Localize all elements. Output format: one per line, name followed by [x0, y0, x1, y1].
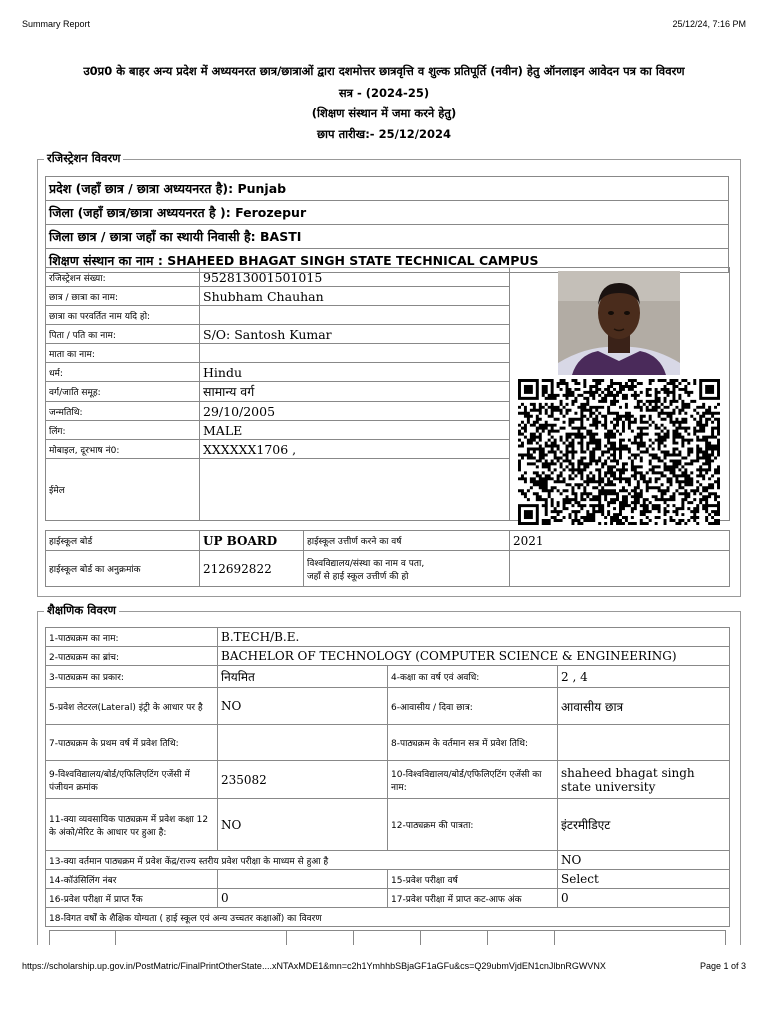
- current-admission-value: [558, 725, 730, 761]
- print-date: छाप तारीख:- 25/12/2024: [317, 127, 451, 141]
- counselling-value: [218, 870, 388, 889]
- reg-label-4: माता का नाम:: [46, 344, 200, 363]
- print-footer-page: Page 1 of 3: [699, 961, 746, 971]
- reg-label-7: जन्मतिथि:: [46, 402, 200, 421]
- reg-value-0: 952813001501015: [200, 268, 510, 287]
- course-name-label: 1-पाठ्यक्रम का नाम:: [46, 628, 218, 647]
- agency-label: 10-विश्वविद्यालय/बोर्ड/एफिलिएटिंग एजेंसी का नाम:: [388, 761, 558, 799]
- qr-code-image: [518, 379, 720, 525]
- reg-value-8: MALE: [200, 421, 510, 440]
- qr-code: [518, 379, 720, 525]
- student-photo-image: [558, 271, 680, 375]
- registration-legend: रजिस्ट्रेशन विवरण: [44, 151, 123, 166]
- institute-name: शिक्षण संस्थान का नाम : SHAHEED BHAGAT SINGH STATE TECHNICAL CAMPUS: [46, 249, 729, 273]
- agency-value: shaheed bhagat singh state university: [558, 761, 730, 799]
- year-value: 2 , 4: [558, 666, 730, 688]
- academic-table: [45, 627, 730, 927]
- reg-value-6: सामान्य वर्ग: [200, 382, 510, 402]
- hs-univ-label-line2: जहाँ से हाई स्कूल उत्तीर्ण की हो: [307, 571, 409, 582]
- rank-label: 16-प्रवेश परीक्षा में प्राप्त रैंक: [46, 889, 218, 908]
- reg-value-9: XXXXXX1706 ,: [200, 440, 510, 459]
- reg-label-2: छात्रा का परवर्तित नाम यदि हो:: [46, 306, 200, 325]
- eligibility-label: 12-पाठ्यक्रम की पात्रता:: [388, 799, 558, 851]
- hs-board-value: UP BOARD: [200, 531, 304, 551]
- entrance-label: 13-क्या वर्तमान पाठ्यक्रम में प्रवेश केंद्र/राज्य स्तरीय प्रवेश परीक्षा के माध्यम से हुआ है: [46, 851, 558, 870]
- first-admission-label: 7-पाठ्यक्रम के प्रथम वर्ष में प्रवेश तिथि:: [46, 725, 218, 761]
- hs-univ-label: [304, 551, 510, 587]
- form-title: उ0प्र0 के बाहर अन्य प्रदेश में अध्ययनरत छात्र/छात्राओं द्वारा दशमोत्तर छात्रवृत्ति व शुल्क प्रतिपूर्ति (नवीन) हेतु ऑनलाइन आवेदन पत्र का विवरण: [83, 64, 685, 78]
- page-break-cover: [0, 945, 768, 1024]
- reg-label-10: ईमेल: [46, 459, 200, 521]
- counselling-label: 14-कॉउंसिलिंग नंबर: [46, 870, 218, 889]
- cutoff-label: 17-प्रवेश परीक्षा में प्राप्त कट-आफ अंक: [388, 889, 558, 908]
- current-admission-label: 8-पाठ्यक्रम के वर्तमान सत्र में प्रवेश तिथि:: [388, 725, 558, 761]
- print-header-datetime: 25/12/24, 7:16 PM: [672, 19, 746, 29]
- hostel-value: आवासीय छात्र: [558, 688, 730, 725]
- course-name-value: B.TECH/B.E.: [218, 628, 730, 647]
- lateral-value: NO: [218, 688, 388, 725]
- hostel-label: 6-आवासीय / दिवा छात्र:: [388, 688, 558, 725]
- reg-label-1: छात्र / छात्रा का नाम:: [46, 287, 200, 306]
- eligibility-value: इंटरमीडिएट: [558, 799, 730, 851]
- entrance-value: NO: [558, 851, 730, 870]
- lateral-label: 5-प्रवेश लेटरल(Lateral) इंट्री के आधार पर है: [46, 688, 218, 725]
- reg-label-0: रजिस्ट्रेशन संख्या:: [46, 268, 200, 287]
- study-district: जिला (जहाँ छात्र/छात्रा अध्ययनरत है ): Ferozepur: [46, 201, 729, 225]
- univ-reg-label: 9-विश्वविद्यालय/बोर्ड/एफिलिएटिंग एजेंसी में पंजीयन क्रमांक: [46, 761, 218, 799]
- reg-value-7: 29/10/2005: [200, 402, 510, 421]
- study-state: प्रदेश (जहाँ छात्र / छात्रा अध्ययनरत है): Punjab: [46, 177, 729, 201]
- branch-label: 2-पाठ्यक्रम का ब्रांच:: [46, 647, 218, 666]
- reg-label-5: धर्म:: [46, 363, 200, 382]
- year-label: 4-कक्षा का वर्ष एवं अवधि:: [388, 666, 558, 688]
- print-footer-url: https://scholarship.up.gov.in/PostMatric/FinalPrintOtherState....xNTAxMDE1&mn=c2h1YmhhbSBjaGF1aGFu&cs=Q29ubmVjdEN1cnJlbnRGWVNX: [22, 961, 606, 971]
- hs-year-label: हाईस्कूल उत्तीर्ण करने का वर्ष: [304, 531, 510, 551]
- reg-label-8: लिंग:: [46, 421, 200, 440]
- first-admission-value: [218, 725, 388, 761]
- branch-value: BACHELOR OF TECHNOLOGY (COMPUTER SCIENCE & ENGINEERING): [218, 647, 730, 666]
- exam-year-label: 15-प्रवेश परीक्षा वर्ष: [388, 870, 558, 889]
- hs-board-label: हाईस्कूल बोर्ड: [46, 531, 200, 551]
- hs-year-value: 2021: [510, 531, 730, 551]
- student-photo: [558, 271, 680, 375]
- hs-roll-value: 212692822: [200, 551, 304, 587]
- exam-year-value: Select: [558, 870, 730, 889]
- merit-label: 11-क्या व्यवसायिक पाठ्यक्रम में प्रवेश कक्षा 12 के अंको/मेरिट के आधार पर हुआ है:: [46, 799, 218, 851]
- reg-label-6: वर्ग/जाति समूह:: [46, 382, 200, 402]
- reg-value-10: [200, 459, 510, 521]
- reg-value-4: [200, 344, 510, 363]
- merit-value: NO: [218, 799, 388, 851]
- academic-legend: शैक्षणिक विवरण: [44, 603, 119, 618]
- home-district: जिला छात्र / छात्रा जहाँ का स्थायी निवासी है: BASTI: [46, 225, 729, 249]
- univ-reg-value: 235082: [218, 761, 388, 799]
- reg-value-1: Shubham Chauhan: [200, 287, 510, 306]
- cutoff-value: 0: [558, 889, 730, 908]
- highschool-table: [45, 530, 730, 587]
- hs-roll-label: हाईस्कूल बोर्ड का अनुक्रमांक: [46, 551, 200, 587]
- print-header-title: Summary Report: [22, 19, 91, 29]
- course-type-value: नियमित: [218, 666, 388, 688]
- hs-univ-label-line1: विश्वविद्यालय/संस्था का नाम व पता,: [307, 558, 425, 569]
- reg-label-3: पिता / पति का नाम:: [46, 325, 200, 344]
- previous-education-label: 18-विगत वर्षों के शैक्षिक योग्यता ( हाई स्कूल एवं अन्य उच्चतर कक्षाओं) का विवरण: [46, 908, 730, 927]
- hs-univ-value: [510, 551, 730, 587]
- reg-value-5: Hindu: [200, 363, 510, 382]
- reg-value-2: [200, 306, 510, 325]
- form-subtitle: (शिक्षण संस्थान में जमा करने हेतु): [311, 106, 457, 120]
- registration-header-table: [45, 176, 729, 273]
- reg-value-3: S/O: Santosh Kumar: [200, 325, 510, 344]
- form-session: सत्र - (2024-25): [338, 86, 430, 100]
- reg-label-9: मोबाइल, दूरभाष नं0:: [46, 440, 200, 459]
- course-type-label: 3-पाठ्यक्रम का प्रकार:: [46, 666, 218, 688]
- rank-value: 0: [218, 889, 388, 908]
